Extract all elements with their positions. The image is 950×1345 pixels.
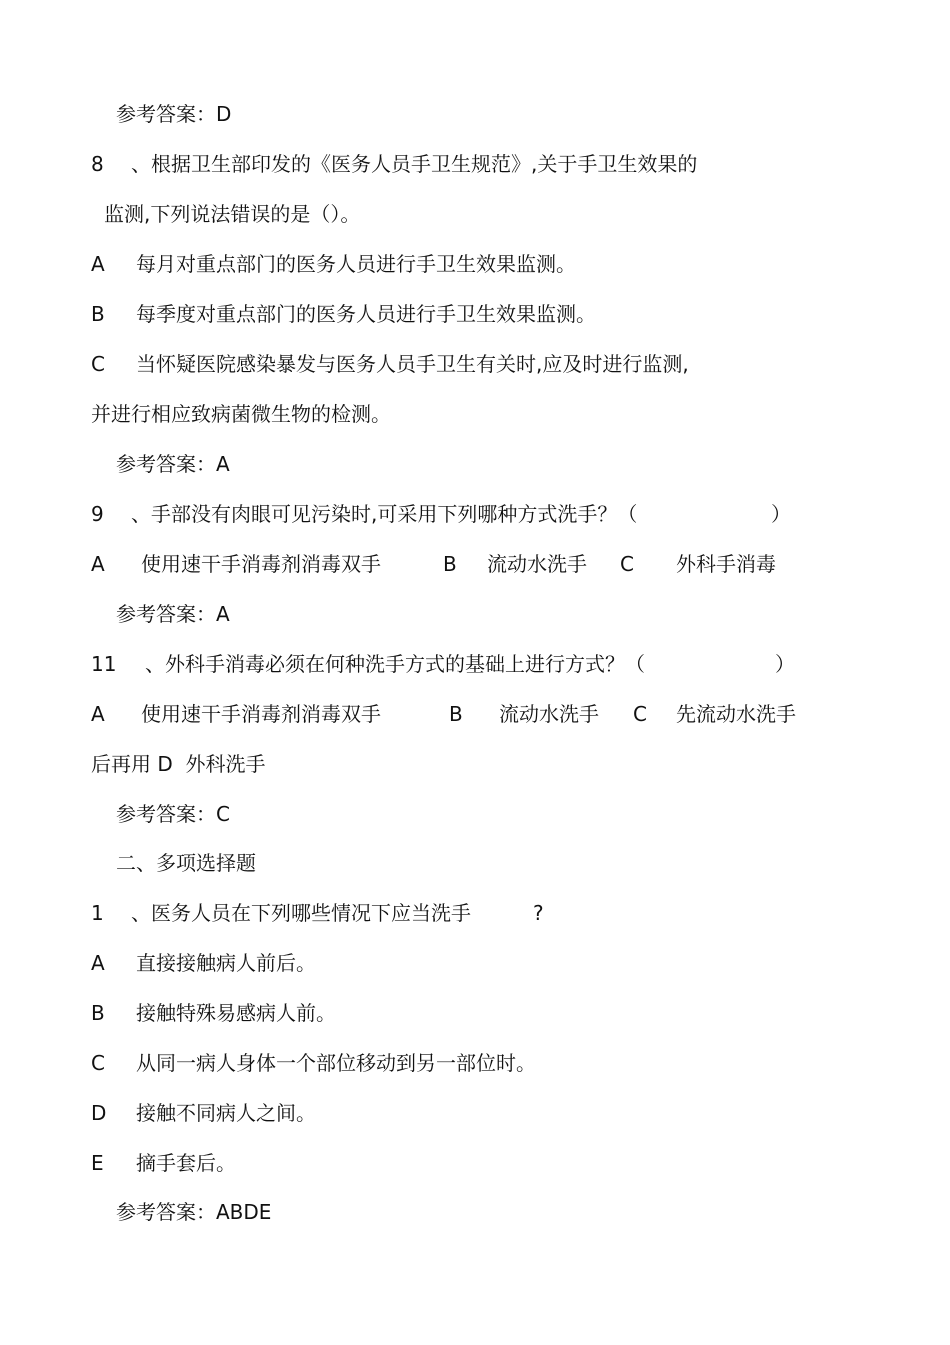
q8-option-b-label: B	[91, 302, 105, 326]
q9-stem-close: ）	[771, 502, 791, 526]
m1-option-d	[91, 1103, 691, 1127]
q8-option-c	[91, 354, 791, 378]
m1-option-c-text: 从同一病人身体一个部位移动到另一部位时。	[136, 1051, 536, 1075]
q11-option-c-text: 先流动水洗手	[676, 702, 796, 726]
q9-answer: 参考答案：A	[116, 602, 230, 626]
q9-option-a-label: A	[91, 552, 105, 576]
q9-option-c-text: 外科手消毒	[676, 552, 776, 576]
m1-option-b-label: B	[91, 1001, 105, 1025]
m1-option-a	[91, 953, 691, 977]
section-title-multiple-choice: 二、多项选择题	[116, 851, 256, 875]
q9-option-b-text: 流动水洗手	[487, 552, 587, 576]
q11-stem-text: 、外科手消毒必须在何种洗手方式的基础上进行方式？（	[145, 652, 645, 676]
q11-option-b-text: 流动水洗手	[499, 702, 599, 726]
m1-option-d-label: D	[91, 1101, 107, 1125]
m1-option-a-text: 直接接触病人前后。	[136, 951, 316, 975]
m1-stem-text: 、医务人员在下列哪些情况下应当洗手	[131, 901, 471, 925]
q11-number: 11	[91, 652, 117, 676]
q11-option-a-label: A	[91, 702, 105, 726]
q8-option-c-continued: 并进行相应致病菌微生物的检测。	[91, 402, 391, 426]
q11-option-continued: 后再用 D 外科洗手	[91, 752, 266, 776]
q9-option-c-label: C	[620, 552, 634, 576]
q8-option-c-label: C	[91, 352, 105, 376]
q7-answer: 参考答案：D	[116, 102, 232, 126]
q8-option-a	[91, 254, 791, 278]
q8-option-a-text: 每月对重点部门的医务人员进行手卫生效果监测。	[136, 252, 576, 276]
q9-option-b-label: B	[443, 552, 457, 576]
m1-answer: 参考答案：ABDE	[116, 1200, 272, 1224]
q9-stem-text: 、手部没有肉眼可见污染时,可采用下列哪种方式洗手？（	[131, 502, 638, 526]
q11-options	[91, 704, 821, 728]
m1-option-d-text: 接触不同病人之间。	[136, 1101, 316, 1125]
m1-stem	[91, 903, 611, 927]
q9-stem	[91, 504, 811, 528]
m1-option-c-label: C	[91, 1051, 105, 1075]
m1-question-mark: ?	[533, 901, 544, 925]
m1-option-b-text: 接触特殊易感病人前。	[136, 1001, 336, 1025]
q9-options	[91, 554, 811, 578]
q8-option-a-label: A	[91, 252, 105, 276]
q8-answer: 参考答案：A	[116, 452, 230, 476]
q8-option-c-text: 当怀疑医院感染暴发与医务人员手卫生有关时,应及时进行监测,	[136, 352, 689, 376]
q11-option-b-label: B	[449, 702, 463, 726]
m1-option-e	[91, 1153, 691, 1177]
q11-stem-close: ）	[775, 652, 795, 676]
m1-option-b	[91, 1003, 691, 1027]
m1-number: 1	[91, 901, 104, 925]
q8-number: 8	[91, 152, 104, 176]
q9-option-a-text: 使用速干手消毒剂消毒双手	[141, 552, 381, 576]
m1-option-e-text: 摘手套后。	[136, 1151, 236, 1175]
q11-stem	[91, 654, 811, 678]
q8-stem-text: 、根据卫生部印发的《医务人员手卫生规范》,关于手卫生效果的	[131, 152, 698, 176]
q11-option-a-text: 使用速干手消毒剂消毒双手	[141, 702, 381, 726]
q11-option-c-label: C	[633, 702, 647, 726]
q8-stem-line2: 监测,下列说法错误的是（）。	[104, 202, 361, 226]
m1-option-e-label: E	[91, 1151, 104, 1175]
q8-stem-line1	[91, 154, 791, 178]
q11-answer: 参考答案：C	[116, 802, 230, 826]
m1-option-c	[91, 1053, 691, 1077]
q8-option-b-text: 每季度对重点部门的医务人员进行手卫生效果监测。	[136, 302, 596, 326]
q9-number: 9	[91, 502, 104, 526]
m1-option-a-label: A	[91, 951, 105, 975]
q8-option-b	[91, 304, 791, 328]
